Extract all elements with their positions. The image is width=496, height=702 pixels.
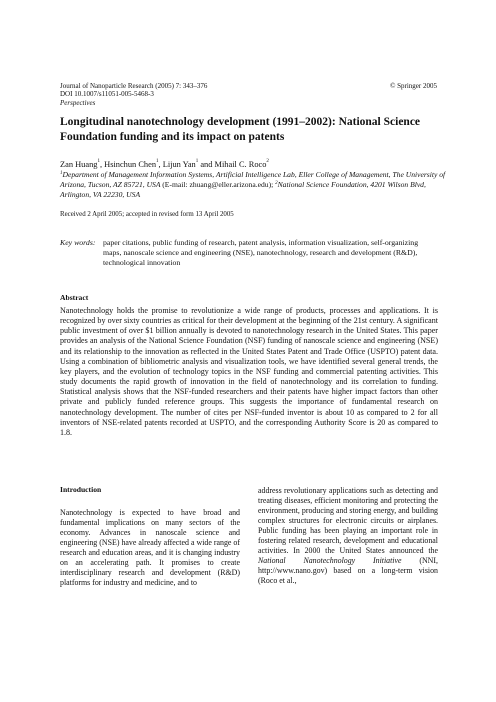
author-name: Mihail C. Roco	[214, 160, 267, 169]
abstract-text: Nanotechnology holds the promise to revolutionize a wide range of products, processes and applications. It is recognized by over sixty countries as critical for their development at the beginning of the 21st century. A significant public investment of over $1 billion annually is devoted to nanotechnology research in the United States. This paper provides an analysis of the National Science Foundation (NSF) funding of nanoscale science and engineering (NSE) and its relationship to the innovation as reflected in the United States Patent and Trade Office (USPTO) patent data. Using a combination of bibliometric analysis and visualization tools, we have identified several general trends, the key players, and the evolution of technology topics in the NSF funding and commercial patenting activities. This study documents the rapid growth of innovation in the field of nanotechnology and its correlation to funding. Statistical analysis shows that the NSF-funded researchers and their patents have higher impact factors than other private and publicly funded reference groups. This suggests the importance of fundamental research on nanotechnology development. The number of cites per NSF-funded inventor is about 10 as compared to 2 for all inventors of NSE-related patents recorded at USPTO, and the corresponding Authority Score is 20 as compared to 1.8.	[60, 306, 438, 437]
author-name: Hsinchun Chen	[104, 160, 157, 169]
received-dates: Received 2 April 2005; accepted in revised form 13 April 2005	[60, 211, 234, 218]
keywords-text: paper citations, public funding of research, patent analysis, information visualization, self-organizing maps, nanoscale science and engineering (NSE), nanotechnology, research and development (R&D), technological innovation	[103, 238, 419, 267]
introduction-heading: Introduction	[60, 485, 102, 494]
doi: DOI 10.1007/s11051-005-5468-3	[60, 90, 154, 98]
intro-right-column: address revolutionary applications such as detecting and treating diseases, efficient monitoring and protecting the environment, producing and storing energy, and building complex structures for electronic circuits or airplanes. Public funding has been playing an important role in fostering related research, development and educational activities. In 2000 the United States announced the National Nanotechnology Initiative (NNI, http://www.nano.gov) based on a long-term vision (Roco et al.,	[258, 486, 438, 586]
journal-citation: Journal of Nanoparticle Research (2005) 7: 343–376	[60, 82, 208, 90]
abstract-heading: Abstract	[60, 293, 89, 302]
affiliations: $^1$Department of Management Information Systems, Artificial Intelligence Lab, Eller College of Management, The University of Arizona, Tucson, AZ 85721, USA (E-mail: zhuang@eller.arizona.edu); $^2$National Science Foundation, 4201 Wilson Blvd, Arlington, VA 22230, USA	[60, 170, 446, 199]
author-email: (E-mail: zhuang@eller.arizona.edu);	[162, 180, 274, 189]
author-list: Zan Huang$^1$, Hsinchun Chen$^1$, Lijun Yan$^1$ and Mihail C. Roco$^2$	[60, 159, 269, 169]
keywords-label: Key words:	[60, 238, 96, 247]
article-title: Longitudinal nanotechnology development (1991–2002): National Science Foundation funding and its impact on patents	[60, 116, 421, 143]
author-name: Lijun Yan	[162, 160, 196, 169]
author-name: Zan Huang	[60, 160, 98, 169]
section-label: Perspectives	[60, 99, 96, 107]
copyright: © Springer 2005	[390, 82, 437, 90]
intro-left-column: Nanotechnology is expected to have broad and fundamental implications on many sectors of the economy. Advances in nanoscale science and engineering (NSE) have already affected a wide range of research and education areas, and it is changing industry on an accelerating path. It promises to create interdisciplinary research and development (R&D) platforms for industry and medicine, and to	[60, 508, 240, 588]
